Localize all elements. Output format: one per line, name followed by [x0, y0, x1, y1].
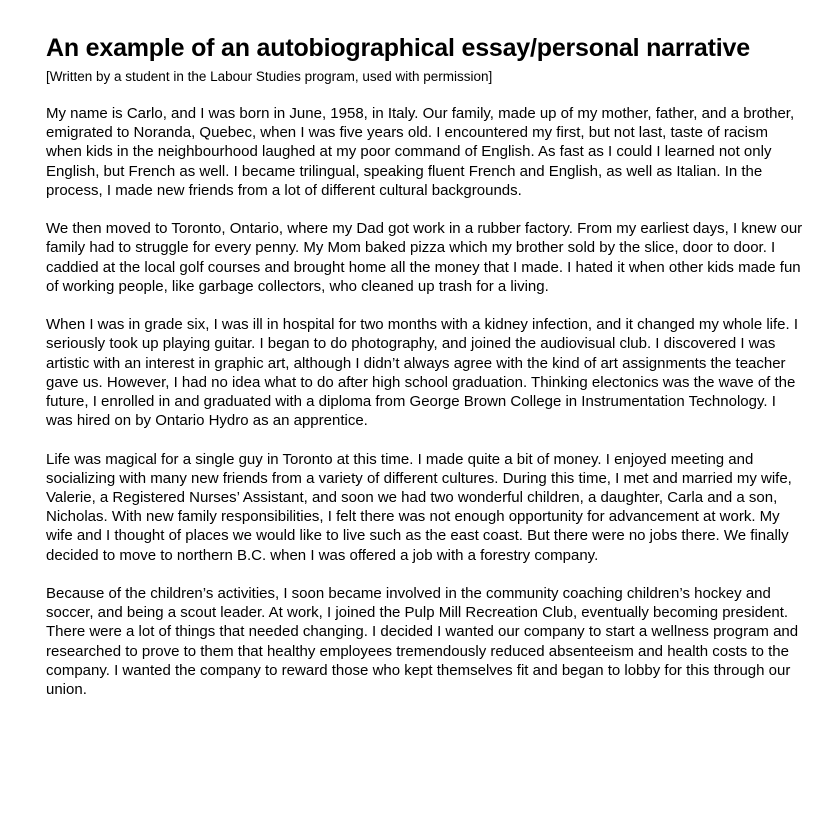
author-credit: [Written by a student in the Labour Studies program, used with permission]: [46, 69, 493, 84]
paragraph-3: When I was in grade six, I was ill in hospital for two months with a kidney infection, and it changed my whole life. I seriously took up playing guitar. I began to do photography, and joined the audiovisual club. I discovered I was artistic with an interest in graphic art, although I didn’t always agree with the kind of art assignments the teacher gave us. However, I had no idea what to do after high school graduation. Thinking electonics was the wave of the future, I enrolled in and graduated with a diploma from George Brown College in Instrumentation Technology. I was hired on by Ontario Hydro as an apprentice.: [46, 316, 799, 430]
paragraph-4: Life was magical for a single guy in Toronto at this time. I made quite a bit of money. I enjoyed meeting and socializing with many new friends from a variety of different cultures. During this time, I met and married my wife, Valerie, a Registered Nurses’ Assistant, and soon we had two wonderful children, a daughter, Carla and a son, Nicholas. With new family responsibilities, I felt there was not enough opportunity for advancement at work. My wife and I thought of places we would like to live such as the east coast. But there were no jobs there. We finally decided to move to northern B.C. when I was offered a job with a forestry company.: [46, 450, 792, 564]
document-page: [46, 34, 806, 699]
paragraph-5: Because of the children’s activities, I soon became involved in the community coaching children’s hockey and soccer, and being a scout leader. At work, I joined the Pulp Mill Recreation Club, eventually becoming president. There were a lot of things that needed changing. I decided I wanted our company to start a wellness program and researched to prove to them that healthy employees tremendously reduced absenteeism and health costs to the company. I wanted the company to reward those who kept themselves fit and began to lobby for this through our union.: [46, 585, 799, 699]
paragraph-1: My name is Carlo, and I was born in June, 1958, in Italy. Our family, made up of my mother, father, and a brother, emigrated to Noranda, Quebec, when I was five years old. I encountered my first, but not last, taste of racism when kids in the neighbourhood laughed at my poor command of English. As fast as I could I learned not only English, but French as well. I became trilingual, speaking fluent French and English, as well as Italian. In the process, I made new friends from a lot of different cultural backgrounds.: [46, 105, 795, 199]
document-title: An example of an autobiographical essay/personal narrative: [46, 34, 750, 62]
paragraph-2: We then moved to Toronto, Ontario, where my Dad got work in a rubber factory. From my earliest days, I knew our family had to struggle for every penny. My Mom baked pizza which my brother sold by the slice, door to door. I caddied at the local golf courses and brought home all the money that I made. I hated it when other kids made fun of working people, like garbage collectors, who cleaned up trash for a living.: [46, 220, 803, 295]
